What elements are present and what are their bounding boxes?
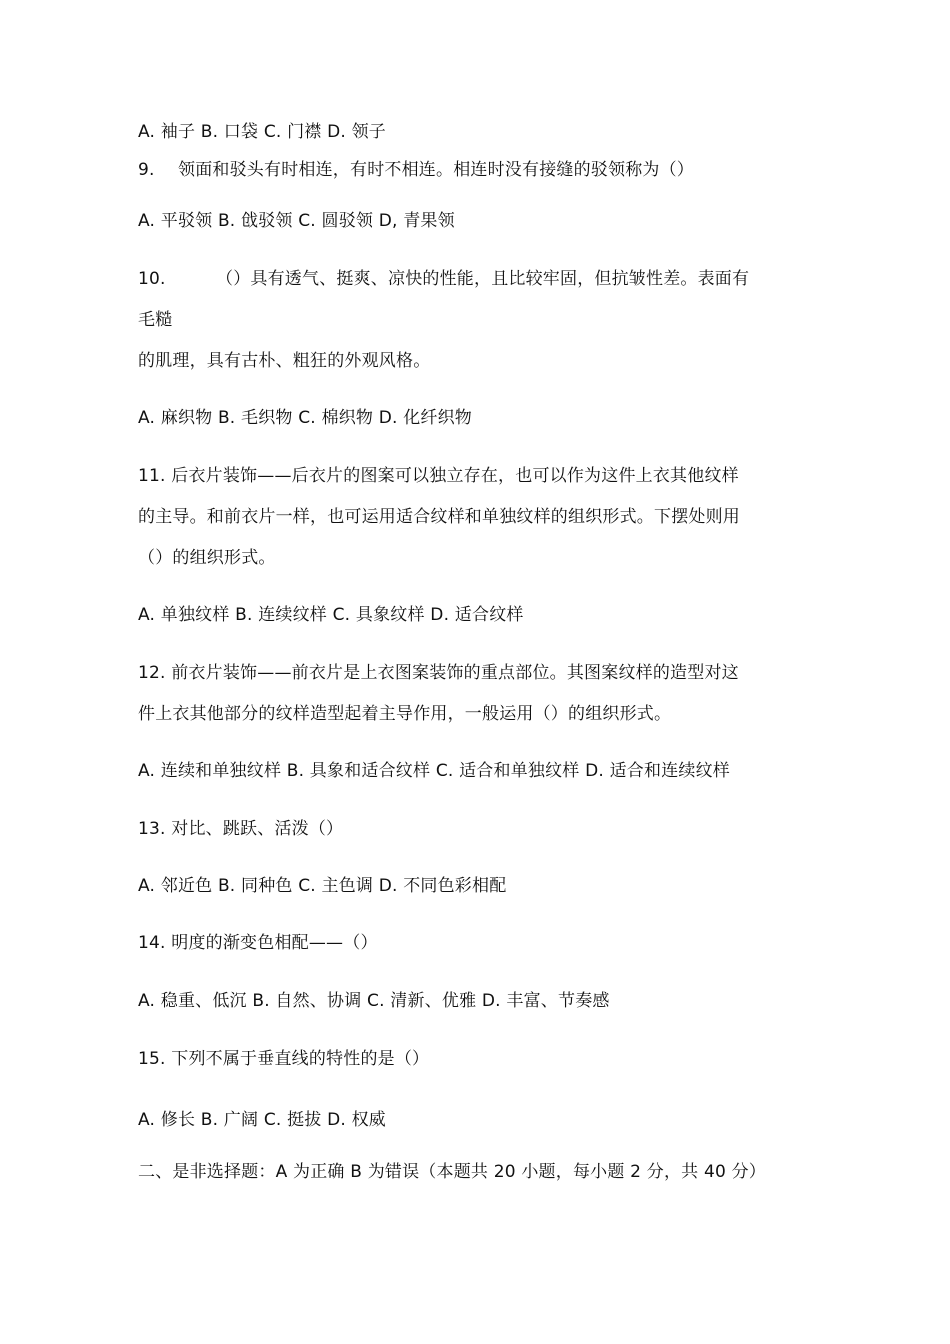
q11-question-line1: 11. 后衣片装饰——后衣片的图案可以独立存在，也可以作为这件上衣其他纹样 <box>138 466 739 486</box>
q12-question-line1: 12. 前衣片装饰——前衣片是上衣图案装饰的重点部位。其图案纹样的造型对这 <box>138 663 739 683</box>
q15-options: A. 修长 B. 广阔 C. 挺拔 D. 权威 <box>138 1110 386 1130</box>
q10-question-line3: 的肌理，具有古朴、粗狂的外观风格。 <box>138 351 431 371</box>
q11-question-line3: （）的组织形式。 <box>138 548 276 568</box>
section-two-heading: 二、是非选择题：A 为正确 B 为错误（本题共 20 小题，每小题 2 分，共 40 分） <box>138 1162 767 1182</box>
q10-number: 10. <box>138 269 166 289</box>
q9-options: A. 平驳领 B. 戗驳领 C. 圆驳领 D, 青果领 <box>138 211 455 231</box>
q9-number: 9. <box>138 160 155 180</box>
q9-question <box>138 159 828 181</box>
q11-options: A. 单独纹样 B. 连续纹样 C. 具象纹样 D. 适合纹样 <box>138 605 524 625</box>
q10-question-line1 <box>138 268 828 290</box>
q12-options: A. 连续和单独纹样 B. 具象和适合纹样 C. 适合和单独纹样 D. 适合和连续纹样 <box>138 761 730 781</box>
q14-options: A. 稳重、低沉 B. 自然、协调 C. 清新、优雅 D. 丰富、节奏感 <box>138 991 610 1011</box>
q8-options: A. 袖子 B. 口袋 C. 门襟 D. 领子 <box>138 122 386 142</box>
q9-text: 领面和驳头有时相连，有时不相连。相连时没有接缝的驳领称为（） <box>178 160 694 180</box>
q15-question: 15. 下列不属于垂直线的特性的是（） <box>138 1049 430 1069</box>
q10-question-line2: 毛糙 <box>138 310 173 330</box>
q12-question-line2: 件上衣其他部分的纹样造型起着主导作用，一般运用（）的组织形式。 <box>138 704 672 724</box>
q11-question-line2: 的主导。和前衣片一样，也可运用适合纹样和单独纹样的组织形式。下摆处则用 <box>138 507 740 527</box>
q10-text: （）具有透气、挺爽、凉快的性能，且比较牢固，但抗皱性差。表面有 <box>216 269 750 289</box>
q14-question: 14. 明度的渐变色相配——（） <box>138 933 378 953</box>
q13-options: A. 邻近色 B. 同种色 C. 主色调 D. 不同色彩相配 <box>138 876 507 896</box>
q10-options: A. 麻织物 B. 毛织物 C. 棉织物 D. 化纤织物 <box>138 408 472 428</box>
q13-question: 13. 对比、跳跃、活泼（） <box>138 819 344 839</box>
